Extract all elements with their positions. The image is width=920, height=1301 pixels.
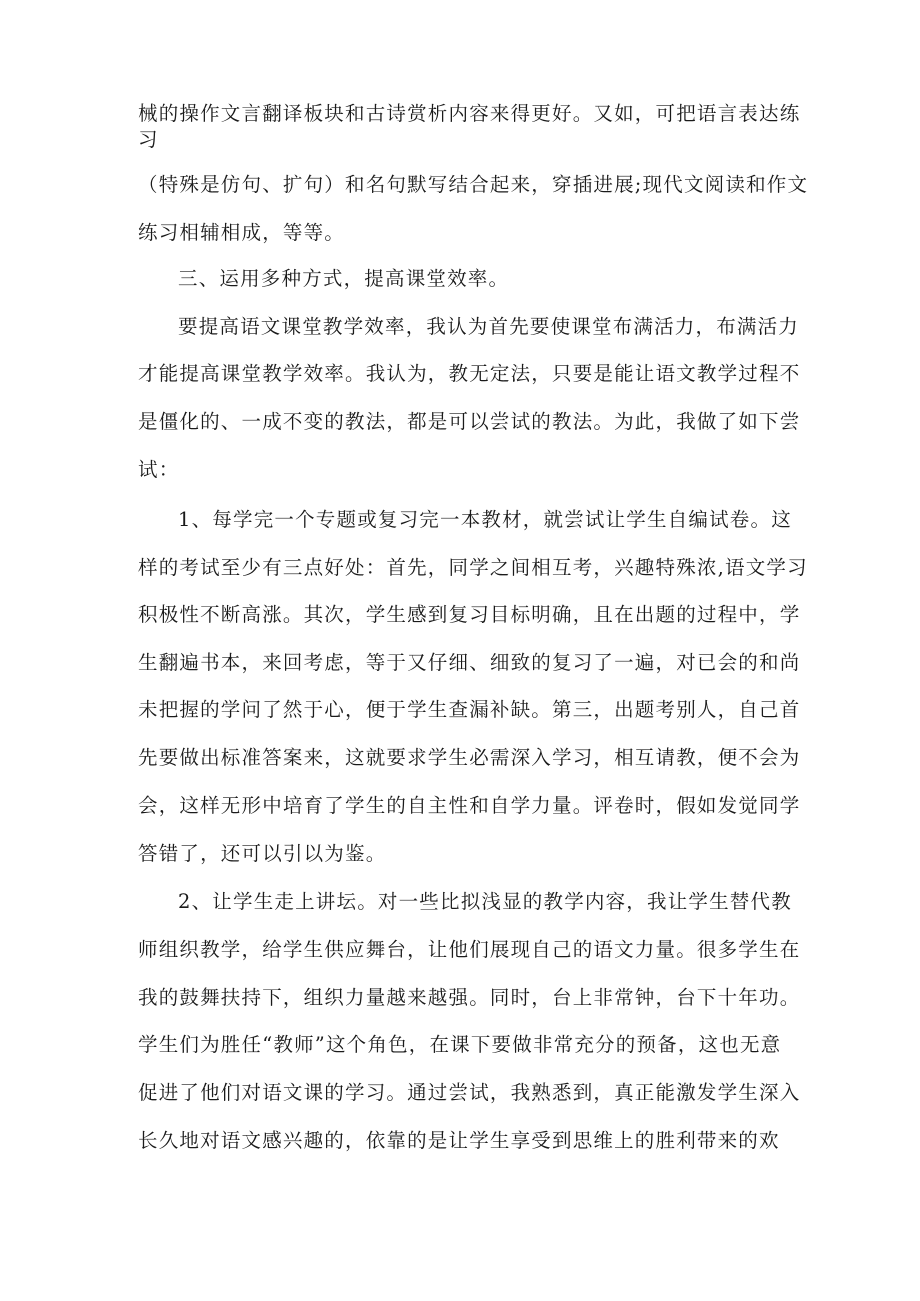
text-line: 先要做出标准答案来，这就要求学生必需深入学习，相互请教，便不会为 — [138, 746, 801, 769]
text-line: 师组织教学，给学生供应舞台，让他们展现自己的语文力量。很多学生在 — [138, 938, 801, 961]
text-line: 答错了，还可以引以为鉴。 — [138, 842, 387, 865]
text-line: 生翻遍书本，来回考虑，等于又仔细、细致的复习了一遍，对已会的和尚 — [138, 651, 801, 674]
text-line: 会，这样无形中培育了学生的自主性和自学力量。评卷时，假如发觉同学 — [138, 794, 801, 817]
text-line: 学生们为胜任“教师”这个角色，在课下要做非常充分的预备，这也无意 — [138, 1033, 782, 1056]
text-line: 样的考试至少有三点好处：首先，同学之间相互考，兴趣特殊浓,语文学习 — [138, 556, 808, 579]
text-line: 2、让学生走上讲坛。对一些比拟浅显的教学内容，我让学生替代教 — [178, 890, 792, 913]
text-line: 我的鼓舞扶持下，组织力量越来越强。同时，台上非常钟，台下十年功。 — [138, 986, 801, 1009]
text-line: 是僵化的、一成不变的教法，都是可以尝试的教法。为此，我做了如下尝 — [138, 410, 801, 433]
text-line: 1、每学完一个专题或复习完一本教材，就尝试让学生自编试卷。这 — [178, 508, 792, 531]
text-line: 试： — [138, 458, 180, 481]
text-line: 练习相辅相成，等等。 — [138, 221, 346, 244]
text-line: 要提高语文课堂教学效率，我认为首先要使课堂布满活力，布满活力 — [178, 315, 800, 338]
text-line: 积极性不断高涨。其次，学生感到复习目标明确，且在出题的过程中，学 — [138, 603, 801, 626]
text-line: 才能提高课堂教学效率。我认为，教无定法，只要是能让语文教学过程不 — [138, 362, 801, 385]
section-heading: 三、运用多种方式，提高课堂效率。 — [178, 267, 510, 290]
text-line: （特殊是仿句、扩句）和名句默写结合起来，穿插进展;现代文阅读和作文 — [138, 173, 809, 196]
text-line: 促进了他们对语文课的学习。通过尝试，我熟悉到，真正能激发学生深入 — [138, 1081, 801, 1104]
text-line: 习 — [138, 128, 159, 151]
text-line: 未把握的学问了然于心，便于学生查漏补缺。第三，出题考别人，自己首 — [138, 698, 801, 721]
text-line: 械的操作文言翻译板块和古诗赏析内容来得更好。又如，可把语言表达练 — [138, 102, 801, 125]
text-line: 长久地对语文感兴趣的，依靠的是让学生享受到思维上的胜利带来的欢 — [138, 1129, 780, 1152]
